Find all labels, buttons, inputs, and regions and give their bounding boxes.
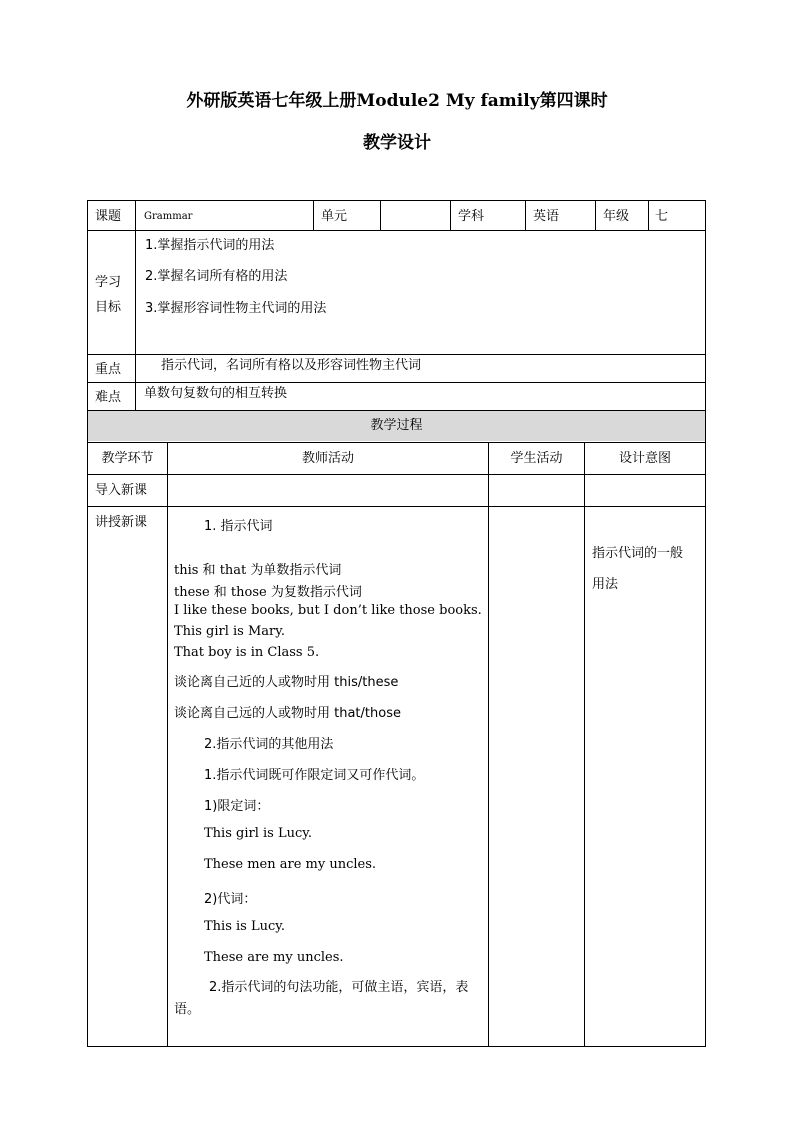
col-rule-label [135,230,136,410]
col-rule-e [525,201,526,230]
subject-value: 英语 [533,209,560,224]
rule-5 [88,442,705,443]
header-intent: 设计意图 [618,451,671,466]
topic-label: 课题 [95,209,122,224]
col-rule-a [135,201,136,230]
lecture-content-line: 1.指示代词既可作限定词又可作代词。 [204,768,425,783]
rule-3 [88,382,705,383]
lecture-content-line: These men are my uncles. [204,857,377,872]
lecture-content-line: 1)限定词： [204,799,270,814]
header-teacher: 教师活动 [301,451,354,466]
col-rule-d [450,201,451,230]
header-student: 学生活动 [510,451,563,466]
lecture-content-line: This girl is Mary. [174,624,285,639]
rule-6 [88,474,705,475]
lecture-content-line: This girl is Lucy. [204,826,312,841]
lecture-content-line: 语。 [174,1002,201,1017]
document-subtitle: 教学设计 [363,133,431,153]
col-rule-teacher [488,442,489,1046]
col-rule-g [648,201,649,230]
col-rule-student [584,442,585,1046]
intro-stage: 导入新课 [95,483,148,498]
rule-2 [88,354,705,355]
document-title: 外研版英语七年级上册Module2 My family第四课时 [186,91,608,111]
lecture-content-line: this 和 that 为单数指示代词 [174,563,342,578]
lecture-content-line: 2.指示代词的其他用法 [204,737,334,752]
rule-1 [88,230,705,231]
lecture-content-line: These are my uncles. [204,950,344,965]
lecture-content-line: That boy is in Class 5. [174,645,320,660]
subject-label: 学科 [458,209,485,224]
rule-4 [88,410,705,411]
objective-item: 1.掌握指示代词的用法 [145,238,275,253]
topic-value: Grammar [144,211,193,222]
objective-item: 2.掌握名词所有格的用法 [145,269,288,284]
lesson-plan-table [87,200,706,1047]
difficulty-value: 单数句复数句的相互转换 [144,386,288,401]
objectives-label-2: 目标 [95,300,122,315]
key-points-label: 重点 [95,362,122,377]
lecture-content-line: these 和 those 为复数指示代词 [174,585,362,600]
grade-value: 七 [655,209,669,224]
lecture-content-line: 2)代词： [204,892,257,907]
objectives-label-1: 学习 [95,275,122,290]
col-rule-stage [167,442,168,1046]
difficulty-label: 难点 [95,390,122,405]
key-points-value: 指示代词，名词所有格以及形容词性物主代词 [161,358,422,373]
objective-item: 3.掌握形容词性物主代词的用法 [145,301,327,316]
lecture-intent-line: 指示代词的一般 [592,546,684,561]
lecture-stage: 讲授新课 [95,515,148,530]
lecture-content-line: 谈论离自己远的人或物时用 that/those [174,706,401,721]
lecture-intent-line: 用法 [592,577,619,592]
lecture-content-line: 2.指示代词的句法功能，可做主语，宾语，表 [209,980,469,995]
col-rule-f [595,201,596,230]
lecture-content-line: I like these books, but I don’t like those books. [174,603,482,618]
lecture-content-line: 谈论离自己近的人或物时用 this/these [174,675,399,690]
lecture-content-line: 1. 指示代词 [204,519,273,534]
col-rule-b [313,201,314,230]
lecture-content-line: This is Lucy. [204,919,286,934]
col-rule-c [380,201,381,230]
grade-label: 年级 [603,209,630,224]
rule-7 [88,506,705,507]
unit-label: 单元 [321,209,348,224]
header-stage: 教学环节 [101,451,154,466]
process-title: 教学过程 [370,418,423,433]
